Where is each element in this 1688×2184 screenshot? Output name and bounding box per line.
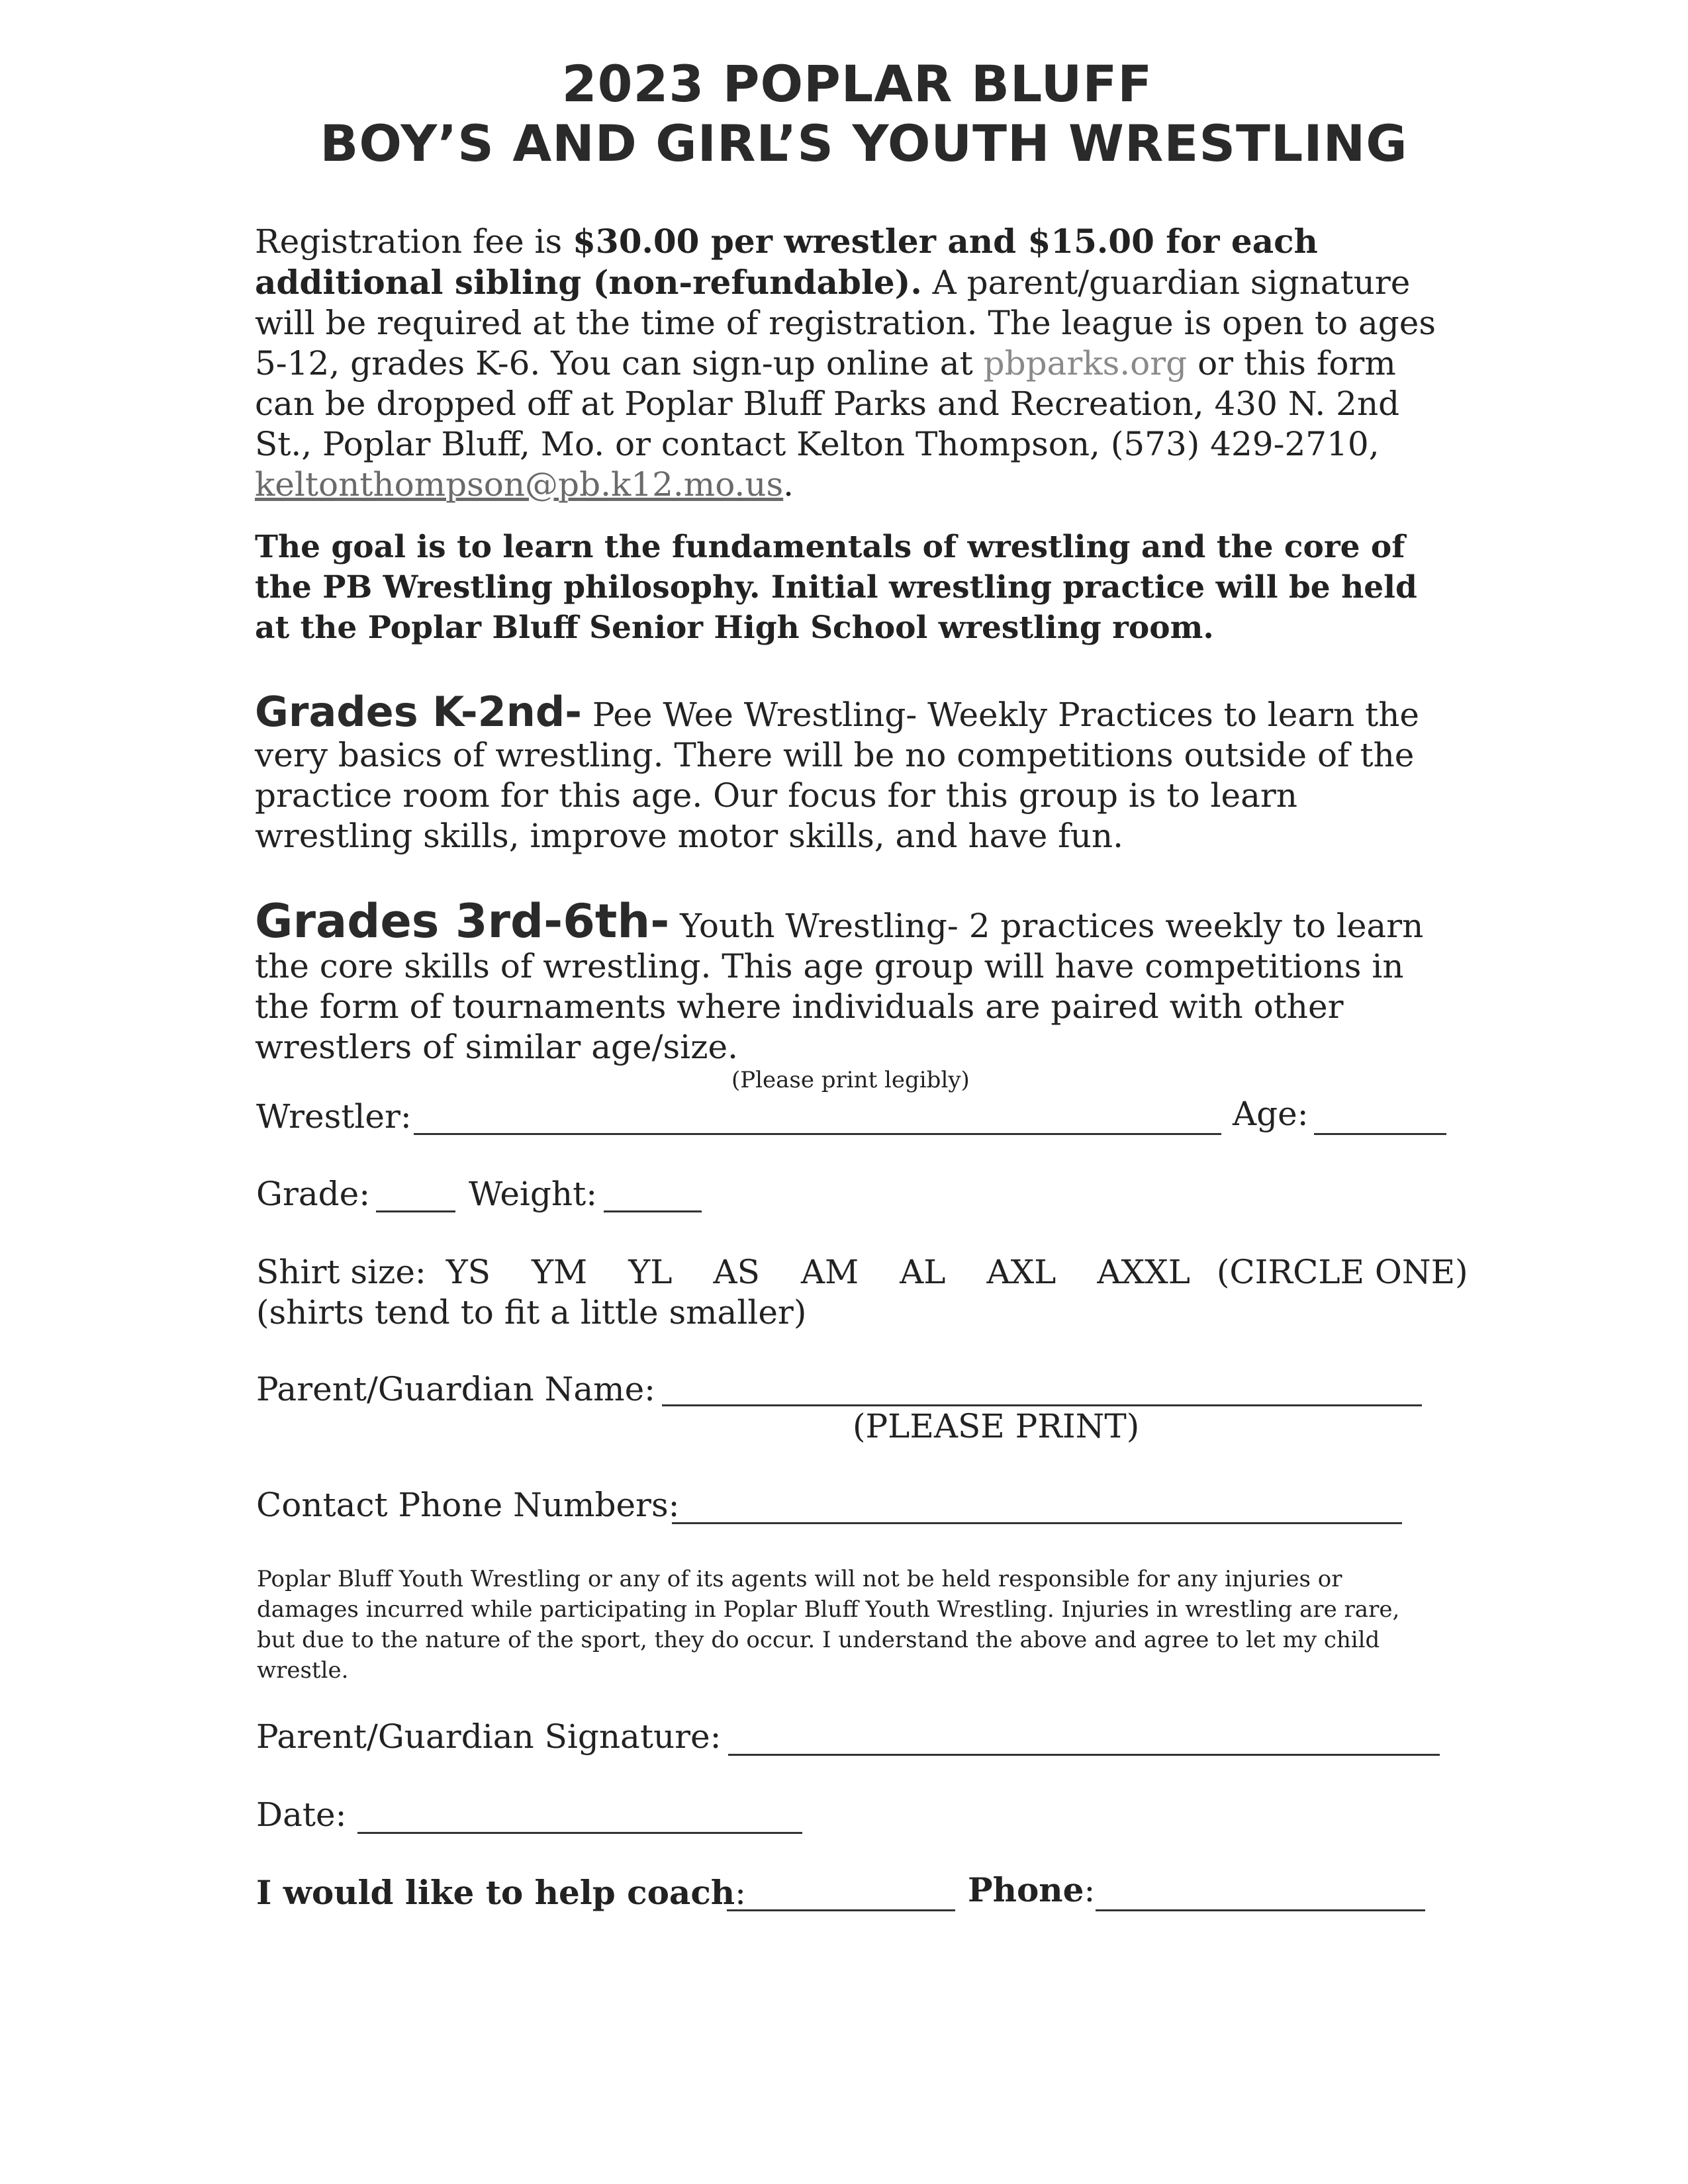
liability-disclaimer: Poplar Bluff Youth Wrestling or any of its agents will not be held responsible for any injuries or damages incurred while participating in Poplar Bluff Youth Wrestling. Injuries in wrestling are rare, but due to the nature of the sport, they do occur. I understand the above and agree to let my child wrestle.: [257, 1566, 1400, 1684]
shirt-option-ys[interactable]: YS: [445, 1253, 491, 1291]
shirt-option-axxl[interactable]: AXXL: [1097, 1253, 1190, 1291]
wrestler-name-field[interactable]: [414, 1133, 1221, 1135]
shirt-fit-note: (shirts tend to fit a little smaller): [256, 1293, 807, 1332]
help-coach-row: [256, 1873, 746, 1912]
weight-field[interactable]: [604, 1210, 702, 1212]
email-link[interactable]: keltonthompson@pb.k12.mo.us: [255, 465, 784, 504]
help-coach-label: I would like to help coach: [256, 1873, 735, 1912]
parent-name-field[interactable]: [662, 1404, 1422, 1406]
print-legibly-note: (Please print legibly): [731, 1067, 970, 1093]
help-coach-field[interactable]: [727, 1909, 955, 1911]
signature-field[interactable]: [728, 1754, 1440, 1756]
date-label: Date:: [256, 1796, 347, 1834]
page-title: 2023 POPLAR BLUFF: [561, 54, 1153, 113]
intro-period: .: [783, 465, 794, 504]
age-label: Age:: [1233, 1095, 1309, 1133]
page-subtitle: BOY’S AND GIRL’S YOUTH WRESTLING: [320, 114, 1408, 173]
shirt-size-row: [256, 1253, 1468, 1291]
grade-label: Grade:: [256, 1175, 371, 1213]
shirt-option-axl[interactable]: AXL: [986, 1253, 1056, 1291]
intro-paragraph: [255, 221, 1446, 505]
website-link[interactable]: pbparks.org: [983, 344, 1188, 383]
intro-text-3: or this form can be dropped off at Poplar Bluff Parks and Recreation, 430 N. 2nd St., Poplar Bluff, Mo. or contact Kelton Thompson, (573) 429-2710,: [255, 344, 1400, 463]
contact-phone-label: Contact Phone Numbers:: [256, 1486, 680, 1524]
wrestler-label: Wrestler:: [256, 1097, 412, 1136]
signature-label: Parent/Guardian Signature:: [256, 1717, 722, 1756]
parent-name-label: Parent/Guardian Name:: [256, 1370, 656, 1408]
goal-text: The goal is to learn the fundamentals of wrestling and the core of the PB Wrestling philosophy. Initial wrestling practice will be held at the Poplar Bluff Senior High School wrestling room.: [255, 529, 1417, 646]
shirt-option-am[interactable]: AM: [800, 1253, 859, 1291]
grades-k2-text: Pee Wee Wrestling- Weekly Practices to learn the very basics of wrestling. There will be no competitions outside of the practice room for this age. Our focus for this group is to learn wrestling skills, improve motor skills, and have fun.: [255, 696, 1420, 855]
shirt-option-as[interactable]: AS: [713, 1253, 760, 1291]
age-field[interactable]: [1314, 1133, 1446, 1135]
circle-one-note: (CIRCLE ONE): [1216, 1253, 1468, 1291]
shirt-option-ym[interactable]: YM: [532, 1253, 588, 1291]
grades-k2-heading: Grades K-2nd-: [255, 688, 583, 736]
coach-phone-colon: :: [1084, 1871, 1096, 1909]
grades-36-text: Youth Wrestling- 2 practices weekly to learn the core skills of wrestling. This age group will have competitions in the form of tournaments where individuals are paired with other wrestlers of similar age/size.: [255, 907, 1424, 1066]
date-field[interactable]: [357, 1832, 802, 1834]
goal-paragraph: [255, 527, 1446, 648]
shirt-option-yl[interactable]: YL: [628, 1253, 673, 1291]
contact-phone-field[interactable]: [672, 1522, 1402, 1524]
weight-label: Weight:: [469, 1175, 598, 1213]
intro-text: Registration fee is: [255, 222, 573, 261]
shirt-size-label: Shirt size:: [256, 1253, 426, 1291]
shirt-option-al[interactable]: AL: [900, 1253, 946, 1291]
coach-phone-label: Phone: [968, 1870, 1084, 1909]
grades-36-section: [255, 894, 1446, 1068]
grades-36-heading: Grades 3rd-6th-: [255, 894, 670, 948]
please-print-note: (PLEASE PRINT): [853, 1407, 1140, 1445]
fee-text: $30.00 per wrestler and $15.00 for each additional sibling (non-refundable).: [255, 222, 1318, 302]
grades-k2-section: [255, 688, 1446, 856]
coach-phone-row: [968, 1870, 1095, 1909]
grade-field[interactable]: [376, 1210, 455, 1212]
coach-phone-field[interactable]: [1096, 1909, 1425, 1911]
intro-text-2: A parent/guardian signature will be required at the time of registration. The league is open to ages 5-12, grades K-6. You can sign-up online at: [255, 263, 1436, 383]
help-coach-colon: :: [735, 1874, 746, 1912]
